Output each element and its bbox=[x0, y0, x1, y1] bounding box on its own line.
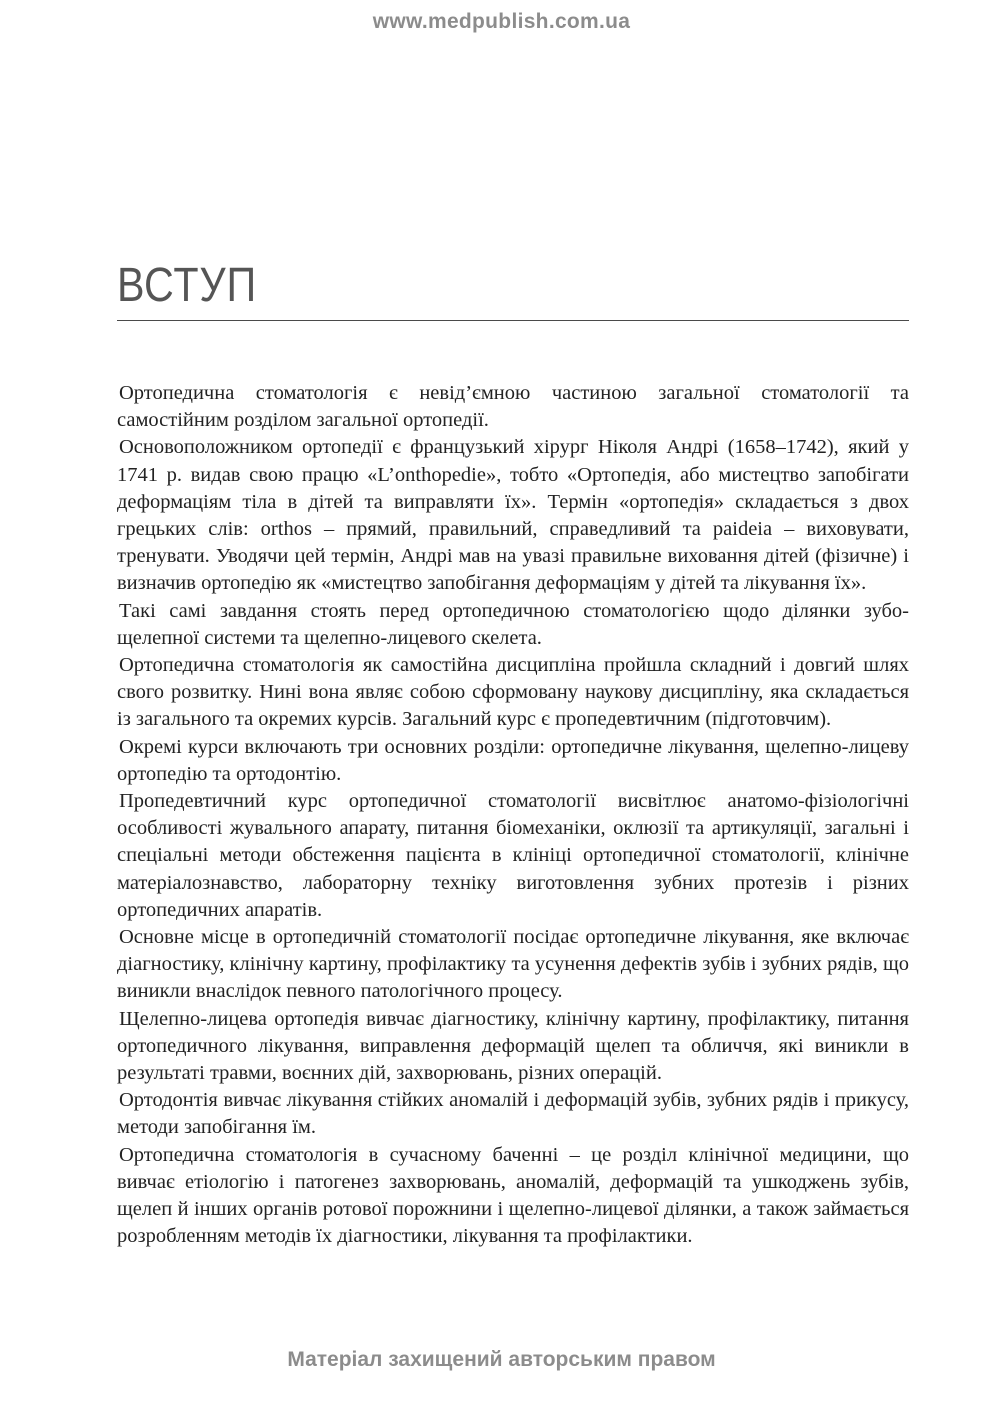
paragraph-7: Основне місце в ортопедичній стоматології посідає ортопедичне лікування, яке включає діагностику, клінічну картину, профілактику та усунення дефектів зубів і зубних рядів, що виникли внаслідок певного патологічного процесу. bbox=[117, 926, 909, 1003]
copyright-notice: Матеріал захищений авторським правом bbox=[287, 1348, 716, 1371]
site-url-watermark: www.medpublish.com.ua bbox=[372, 10, 631, 33]
paragraph-6: Пропедевтичний курс ортопедичної стоматології висвітлює анатомо-фізіологічні особливості жувального апарату, питання біомеханіки, оклюзії та артикуляції, загальні і спеціальні методи обстеження пацієнта в клініці ортопедичної стоматології, клінічне матеріалознавство, лабораторну техніку виготовлення зубних протезів і різних ортопедичних апаратів. bbox=[117, 790, 909, 921]
paragraph-8: Щелепно-лицева ортопедія вивчає діагностику, клінічну картину, профілактику, питання ортопедичного лікування, виправлення деформацій щелеп та обличчя, які виникли в результаті травми, воєнних дій, захворювань, різних операцій. bbox=[117, 1007, 909, 1085]
paragraph-3: Такі самі завдання стоять перед ортопедичною стоматологією щодо ділянки зубо-щелепної системи та щелепно-лицевого скелета. bbox=[117, 599, 909, 649]
title-divider bbox=[117, 320, 909, 321]
body-text bbox=[117, 380, 909, 1251]
paragraph-9: Ортодонтія вивчає лікування стійких аномалій і деформацій зубів, зубних рядів і прикусу, методи запобігання їм. bbox=[117, 1089, 909, 1139]
paragraph-1: Ортопедична стоматологія є невід’ємною частиною загальної стоматології та самостійним розділом загальної ортопедії. bbox=[117, 382, 909, 432]
paragraph-5: Окремі курси включають три основних розділи: ортопедичне лікування, щелепно-лицеву ортопедію та ортодонтію. bbox=[117, 735, 909, 785]
paragraph-10: Ортопедична стоматологія в сучасному баченні – це розділ клінічної медицини, що вивчає етіологію і патогенез захворювань, аномалій, деформацій та ушкоджень зубів, щелеп й інших органів ротової порожнини і щелепно-лицевої ділянки, а також займається розробленням методів їх діагностики, лікування та профілактики. bbox=[117, 1143, 909, 1248]
paragraph-4: Ортопедична стоматологія як самостійна дисципліна пройшла складний і довгий шлях свого розвитку. Нині вона являє собою сформовану наукову дисципліну, яка складається із загального та окремих курсів. Загальний курс є пропедевтичним (підготовчим). bbox=[117, 654, 909, 731]
chapter-title: ВСТУП bbox=[117, 259, 258, 312]
paragraph-2: Основоположником ортопедії є французький хірург Ніколя Андрі (1658–1742), який у 1741 р. видав свою працю «L’onthopedie», тобто «Ортопедія, або мистецтво запобігати деформаціям тіла в дітей та виправляти їх». Термін «ортопедія» складається з двох грецьких слів: orthos – прямий, правильний, справедливий та paideia – виховувати, тренувати. Уводячи цей термін, Андрі мав на увазі правильне виховання дітей (фізичне) і визначив ортопедію як «мистецтво запобігання деформаціям у дітей та лікування їх». bbox=[117, 436, 909, 595]
